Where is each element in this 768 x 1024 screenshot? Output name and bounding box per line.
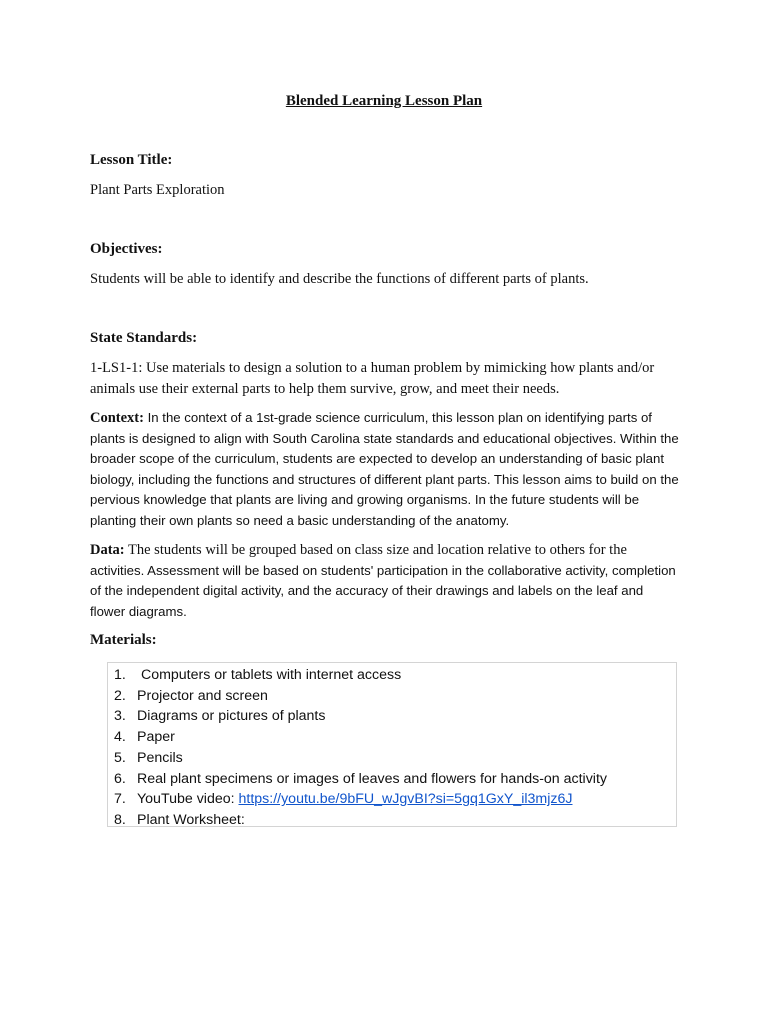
- list-item-text: Real plant specimens or images of leaves and flowers for hands-on activity: [137, 770, 607, 787]
- list-item: [114, 727, 676, 748]
- list-number: 4.: [114, 729, 126, 746]
- data-paragraph: [90, 540, 682, 622]
- list-item: [114, 686, 676, 707]
- list-number: 1.: [114, 667, 126, 683]
- data-text-serif: The students will be grouped based on class size and location relative to others for the: [124, 542, 627, 558]
- materials-table: [107, 662, 677, 827]
- list-item-text: Pencils: [137, 749, 183, 766]
- context-text: In the context of a 1st-grade science curriculum, this lesson plan on identifying parts of plants is designed to align with South Carolina state standards and educational objectives. Within the broader scope of the curriculum, students are expected to develop an understanding of basic plant biology, including the functions and structures of different plant parts. This lesson aims to build on the pervious knowledge that plants are living and growing organisms. In the future students will be planting their own plants so need a basic understanding of the anatomy.: [90, 410, 679, 528]
- list-number: 5.: [114, 749, 126, 766]
- context-label: Context:: [90, 410, 144, 426]
- list-item: [114, 706, 676, 727]
- list-item: [114, 789, 676, 810]
- list-number: 2.: [114, 687, 126, 704]
- materials-list: [108, 663, 676, 831]
- youtube-video-link[interactable]: https://youtu.be/9bFU_wJgvBI?si=5gq1GxY_il3mjz6J: [238, 791, 573, 808]
- lesson-title-value: Plant Parts Exploration: [90, 182, 225, 198]
- list-item-text: Paper: [137, 729, 175, 746]
- data-text: activities. Assessment will be based on students' participation in the collaborative activity, completion of the independent digital activity, and the accuracy of their drawings and labels on the leaf and flower diagrams.: [90, 562, 676, 619]
- list-number: 8.: [114, 811, 126, 828]
- context-paragraph: [90, 408, 682, 531]
- data-label: Data:: [90, 542, 125, 558]
- list-number: 7.: [114, 791, 126, 808]
- list-item: [114, 769, 676, 790]
- list-number: 6.: [114, 770, 126, 787]
- state-standards-heading: State Standards:: [90, 330, 198, 346]
- list-number: 3.: [114, 708, 126, 725]
- objectives-heading: Objectives:: [90, 241, 163, 257]
- list-item-text: Computers or tablets with internet access: [137, 667, 402, 683]
- list-item: [114, 810, 676, 831]
- state-standards-text: 1-LS1-1: Use materials to design a solution to a human problem by mimicking how plants and/or animals use their external parts to help them survive, grow, and meet their needs.: [90, 360, 655, 397]
- list-item-text: Plant Worksheet:: [137, 811, 245, 828]
- list-item-text: Diagrams or pictures of plants: [137, 708, 326, 725]
- list-item: [114, 748, 676, 769]
- document-title: Blended Learning Lesson Plan: [285, 93, 483, 109]
- list-item: [114, 665, 676, 686]
- materials-heading: Materials:: [90, 632, 157, 648]
- lesson-title-heading: Lesson Title:: [90, 152, 173, 168]
- objectives-text: Students will be able to identify and describe the functions of different parts of plants.: [90, 271, 589, 287]
- list-item-text: Projector and screen: [137, 687, 268, 704]
- list-item-text: YouTube video:: [137, 791, 239, 808]
